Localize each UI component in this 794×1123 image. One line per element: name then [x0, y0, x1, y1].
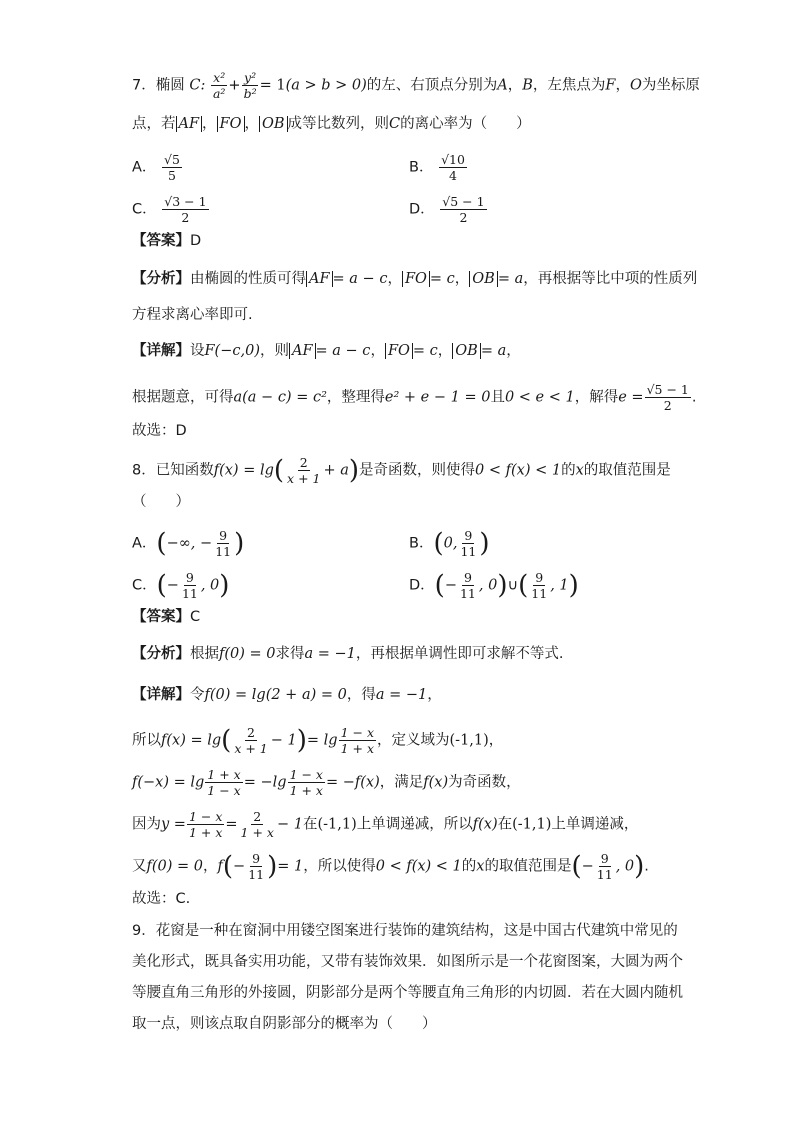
detail-text: 所以 — [132, 732, 161, 749]
q8-conclusion — [132, 888, 190, 910]
q8-detail-1 — [132, 684, 442, 706]
q7-text: ，左焦点为 — [532, 77, 606, 94]
inequality: 0 < e < 1 — [504, 389, 575, 406]
interval: (-1,1) — [512, 816, 552, 833]
denominator: 2 — [663, 398, 672, 413]
numerator: 9 — [600, 851, 609, 866]
equation: = −f(x) — [326, 774, 380, 791]
option-denominator: 4 — [449, 168, 457, 183]
q7-number: 7．椭圆 — [132, 77, 185, 94]
detail-text: ，解得 — [574, 389, 619, 406]
sign: − — [233, 858, 246, 875]
option-label: B． — [409, 159, 434, 176]
function: f(x) — [472, 816, 498, 833]
interval-text: , 0 — [615, 858, 635, 875]
analysis-tag: 【分析】 — [132, 271, 190, 287]
numerator: 9 — [219, 528, 228, 543]
option-label: D． — [409, 577, 435, 594]
q9-line-4 — [132, 1013, 437, 1035]
numerator: 9 — [185, 570, 194, 585]
detail-text: ，得 — [346, 687, 376, 703]
equation: e² + e − 1 = 0 — [384, 389, 491, 406]
fraction — [232, 725, 269, 756]
abs-fo: FO — [385, 343, 413, 359]
equals: = — [225, 816, 238, 833]
union-symbol: ∪ — [507, 577, 519, 594]
q9-line-3 — [132, 982, 683, 1004]
detail-text: 令 — [190, 687, 205, 703]
equation: = 1 — [277, 858, 304, 875]
numerator: 1 − x — [340, 725, 375, 740]
q8-analysis — [132, 643, 564, 665]
option-numerator: √5 — [164, 152, 180, 167]
analysis-text: 方程求离心率即可. — [132, 307, 253, 323]
detail-text: 上单调递减， — [551, 816, 639, 833]
option-denominator: 2 — [181, 210, 190, 225]
equation: f(−x) = lg — [132, 774, 205, 791]
term: + a — [323, 462, 349, 479]
option-fraction — [440, 194, 486, 225]
function: f(x) — [423, 774, 449, 791]
detail-text: ，所以使得 — [303, 858, 376, 875]
q8-detail-2: 所以f(x) = lg( $\frac{2}{x + 1}$ − 1)= lg $\frac{1 - x}{1 + x}$ ，定义域为(-1,1)， — [132, 725, 504, 756]
q7-analysis-line-1: 【分析】由椭圆的性质可得 AF = a − c， FO = c， OB = a，再根据等比中项的性质列 — [132, 271, 698, 287]
q7-text: ， — [615, 77, 630, 94]
detail-text: 上单调递减，所以 — [356, 816, 473, 833]
q7-answer — [132, 230, 201, 252]
q7-conclusion — [132, 420, 187, 442]
q7-text: 成等比数列，则 — [287, 116, 390, 132]
q9-line-1 — [132, 920, 678, 942]
fraction — [288, 767, 325, 798]
analysis-tag: 【分析】 — [132, 646, 190, 662]
fraction — [213, 528, 233, 559]
q7-option-b — [409, 152, 468, 183]
numerator: 1 − x — [289, 767, 323, 782]
function-def: f(x) = lg — [213, 462, 274, 479]
numerator: 9 — [535, 570, 544, 585]
equation: f(0) = lg(2 + a) = 0 — [204, 687, 347, 703]
equation: e = — [618, 389, 644, 406]
numerator: 2 — [299, 455, 308, 470]
fraction — [458, 570, 478, 601]
q7-analysis-line-2 — [132, 304, 253, 326]
q8-answer — [132, 606, 200, 628]
analysis-text: ，再根据单调性即可求解不等式. — [355, 646, 564, 662]
relation: = c — [429, 271, 455, 287]
analysis-text: 再根据等比中项的性质列 — [537, 271, 698, 287]
fraction — [205, 767, 242, 798]
variable: x — [476, 858, 485, 875]
interval-text: 0, — [443, 535, 458, 552]
option-numerator: √5 − 1 — [442, 194, 485, 209]
interval: (-1,1) — [317, 816, 357, 833]
option-fraction — [439, 152, 467, 183]
q7-option-c — [132, 194, 210, 225]
detail-text: ， — [427, 687, 442, 703]
q8-text: 的取值范围是 — [583, 462, 671, 479]
option-fraction — [162, 152, 182, 183]
detail-text: 设 — [190, 343, 205, 359]
denominator: 1 + x — [289, 783, 323, 798]
q7-ellipse-name: C: — [189, 77, 206, 94]
abs-af: AF — [289, 343, 316, 359]
detail-text: ，则 — [259, 343, 289, 359]
answer-value: D — [190, 233, 202, 249]
detail-text: ， — [203, 858, 218, 875]
option-numerator: √10 — [441, 152, 465, 167]
e-fraction — [645, 382, 691, 413]
denominator: x + 1 — [234, 741, 268, 756]
relation: = a — [497, 271, 524, 287]
q8-detail-3 — [132, 767, 521, 798]
numerator: 9 — [464, 528, 473, 543]
q8-line-1: 8．已知函数f(x) = lg( $\frac{2}{x + 1}$ + a)是奇函数，则使得0 < f(x) < 1的x的取值范围是 — [132, 455, 671, 486]
answer-blank: （ ） — [132, 494, 190, 510]
q7-line-1: 7．椭圆 C: $\frac{\text{x²}}{\text{a²}}$ + $\frac{\text{y²}}{\text{b²}}$ = 1(a > b > 0)的左、右顶点分别为A，B，左焦点为F，O为坐标原 — [132, 70, 700, 101]
interval-text: , 0 — [478, 577, 498, 594]
relation: = a − c — [332, 271, 388, 287]
q7-option-d — [409, 194, 488, 225]
answer-value: C — [190, 609, 201, 625]
fraction — [246, 851, 266, 882]
sign: − — [581, 858, 594, 875]
relation: = a — [480, 343, 507, 359]
abs-fo: FO — [402, 271, 430, 287]
fraction — [339, 725, 376, 756]
equation: = −lg — [243, 774, 287, 791]
denominator: 11 — [248, 867, 265, 882]
q7-point-b: B — [522, 77, 533, 94]
q7-text: 为坐标原 — [641, 77, 700, 94]
relation: = a − c — [315, 343, 371, 359]
numerator: 9 — [463, 570, 472, 585]
term: − 1 — [276, 816, 303, 833]
inequality: 0 < f(x) < 1 — [475, 462, 562, 479]
q8-number: 8．已知函数 — [132, 462, 214, 479]
numerator: 2 — [253, 809, 262, 824]
option-numerator: √3 − 1 — [164, 194, 207, 209]
numerator: 2 — [247, 725, 255, 740]
denominator: 1 + x — [188, 825, 223, 840]
interval-text: − — [444, 577, 457, 594]
answer-tag: 【答案】 — [132, 609, 190, 625]
interval-text: , 1 — [550, 577, 569, 594]
q8-option-b: B．(0, $\frac{9}{11}$ ) — [409, 528, 490, 559]
numerator: 9 — [252, 851, 261, 866]
q7-text: 的左、右顶点分别为 — [366, 77, 498, 94]
abs-ob: OB — [469, 271, 498, 287]
q7-point-a: A — [497, 77, 508, 94]
denominator: x + 1 — [287, 471, 321, 486]
q8-option-a: A．(−∞, − $\frac{9}{11}$ ) — [132, 528, 245, 559]
option-label: C． — [132, 577, 157, 594]
q7-abs-ob: OB — [259, 116, 288, 132]
option-denominator: 2 — [459, 210, 468, 225]
denominator: 1 − x — [207, 783, 241, 798]
q8-detail-5: 又f(0) = 0，f(− $\frac{9}{11}$ )= 1，所以使得0 < f(x) < 1的x的取值范围是(− $\frac{9}{11}$ , 0). — [132, 851, 649, 882]
equation: y = — [161, 816, 186, 833]
denominator: 11 — [596, 867, 613, 882]
period: . — [644, 858, 649, 875]
q7-point-f: F — [605, 77, 616, 94]
interval-text: , 0 — [200, 577, 220, 594]
q8-option-c: C．(− $\frac{9}{11}$ , 0) — [132, 570, 230, 601]
numerator: √5 − 1 — [646, 382, 689, 397]
answer-tag: 【答案】 — [132, 233, 190, 249]
denominator: 11 — [531, 586, 548, 601]
q8-text: 的 — [561, 462, 576, 479]
interval-text: −∞, − — [166, 535, 213, 552]
denominator: 11 — [459, 586, 476, 601]
fraction — [458, 528, 478, 559]
detail-text: 在 — [302, 816, 318, 833]
equation: a = −1 — [375, 687, 428, 703]
q7-detail-line-2: 根据题意，可得a(a − c) = c²，整理得e² + e − 1 = 0且0 < e < 1，解得e = $\frac{√5 - 1}{2}$ . — [132, 382, 697, 413]
interval: (-1,1) — [449, 732, 489, 749]
option-label: A． — [132, 159, 157, 176]
option-label: C． — [132, 201, 157, 218]
equation: a = −1 — [304, 646, 356, 662]
fraction — [529, 570, 549, 601]
equation: f(0) = 0 — [219, 646, 276, 662]
option-denominator: 5 — [168, 168, 176, 183]
q9-line-2 — [132, 951, 683, 973]
function: f — [217, 858, 223, 875]
analysis-text: 根据 — [190, 646, 219, 662]
detail-text: 的取值范围是 — [484, 858, 572, 875]
detail-text: 根据题意，可得 — [132, 389, 234, 406]
detail-text: ， — [488, 732, 504, 749]
detail-text: ，满足 — [379, 774, 424, 791]
option-label: D． — [409, 201, 435, 218]
detail-text: ，整理得 — [326, 389, 385, 406]
denominator: 11 — [460, 544, 477, 559]
denominator: 1 + x — [340, 741, 375, 756]
q9-text: 9．花窗是一种在窗洞中用镂空图案进行装饰的建筑结构，这是中国古代建筑中常见的 — [132, 923, 678, 939]
equation: f(0) = 0 — [146, 858, 203, 875]
abs-ob: OB — [452, 343, 481, 359]
q9-text: 等腰直角三角形的外接圆，阴影部分是两个等腰直角三角形的内切圆．若在大圆内随机 — [132, 985, 683, 1001]
q7-abs-fo: FO — [217, 116, 245, 132]
option-label: B． — [409, 535, 434, 552]
detail-tag: 【详解】 — [132, 343, 190, 359]
q8-option-d: D．(− $\frac{9}{11}$ , 0)∪( $\frac{9}{11}$ , 1) — [409, 570, 579, 601]
equation: f(x) = lg — [161, 732, 222, 749]
fraction — [285, 455, 322, 486]
detail-text: 又 — [132, 858, 147, 875]
fraction — [595, 851, 615, 882]
q7-abs-af: AF — [176, 116, 203, 132]
analysis-text: 求得 — [275, 646, 305, 662]
option-fraction — [162, 194, 208, 225]
equation: a(a − c) = c² — [233, 389, 327, 406]
analysis-text: 由椭圆的性质可得 — [190, 271, 306, 287]
interval-text: − — [166, 577, 179, 594]
term: − 1 — [270, 732, 297, 749]
denominator: 11 — [181, 586, 198, 601]
q7-ellipse-ref: C — [389, 116, 401, 132]
variable: x — [575, 462, 584, 479]
q8-detail-4 — [132, 809, 638, 840]
detail-text: 在 — [497, 816, 513, 833]
numerator: 1 − x — [188, 809, 223, 824]
denominator: 11 — [215, 544, 232, 559]
detail-text: 因为 — [132, 816, 161, 833]
q7-option-a — [132, 152, 183, 183]
q9-text: 取一点，则该点取自阴影部分的概率为（ ） — [132, 1016, 437, 1032]
conclusion-text: 故选：D — [132, 423, 187, 439]
denominator: 1 + x — [240, 825, 274, 840]
q7-detail-line-1: 【详解】设F(−c,0)，则 AF = a − c， FO = c， OB = a， — [132, 343, 521, 359]
numerator: 1 + x — [207, 767, 241, 782]
fraction — [239, 809, 276, 840]
q7-frac-x: $\frac{\text{x²}}{\text{a²}}$ — [212, 70, 226, 101]
focus-coord: F(−c,0) — [204, 343, 260, 359]
fraction — [180, 570, 200, 601]
q7-frac-y: $\frac{\text{y²}}{\text{b²}}$ — [243, 70, 257, 101]
detail-tag: 【详解】 — [132, 687, 190, 703]
q7-text: 点，若 — [132, 116, 176, 132]
detail-text: ，定义域为 — [377, 732, 450, 749]
relation: = c — [412, 343, 438, 359]
detail-text: 为奇函数， — [448, 774, 521, 791]
conclusion-text: 故选：C. — [132, 891, 191, 907]
abs-af: AF — [306, 271, 333, 287]
q7-line-2: 点，若 AF ， FO ， OB 成等比数列，则C的离心率为（ ） — [132, 116, 531, 132]
q7-point-o: O — [629, 77, 642, 94]
q9-text: 美化形式，既具备实用功能，又带有装饰效果．如图所示是一个花窗图案，大圆为两个 — [132, 954, 683, 970]
q7-text: 的离心率为（ ） — [400, 116, 531, 132]
fraction — [187, 809, 224, 840]
q8-line-2 — [132, 491, 190, 513]
equation: = lg — [306, 732, 338, 749]
q7-condition: (a > b > 0) — [285, 77, 367, 94]
q8-text: 是奇函数，则使得 — [359, 462, 476, 479]
detail-text: 且 — [490, 389, 505, 406]
detail-text: 的 — [461, 858, 477, 875]
option-label: A． — [132, 535, 157, 552]
inequality: 0 < f(x) < 1 — [375, 858, 462, 875]
